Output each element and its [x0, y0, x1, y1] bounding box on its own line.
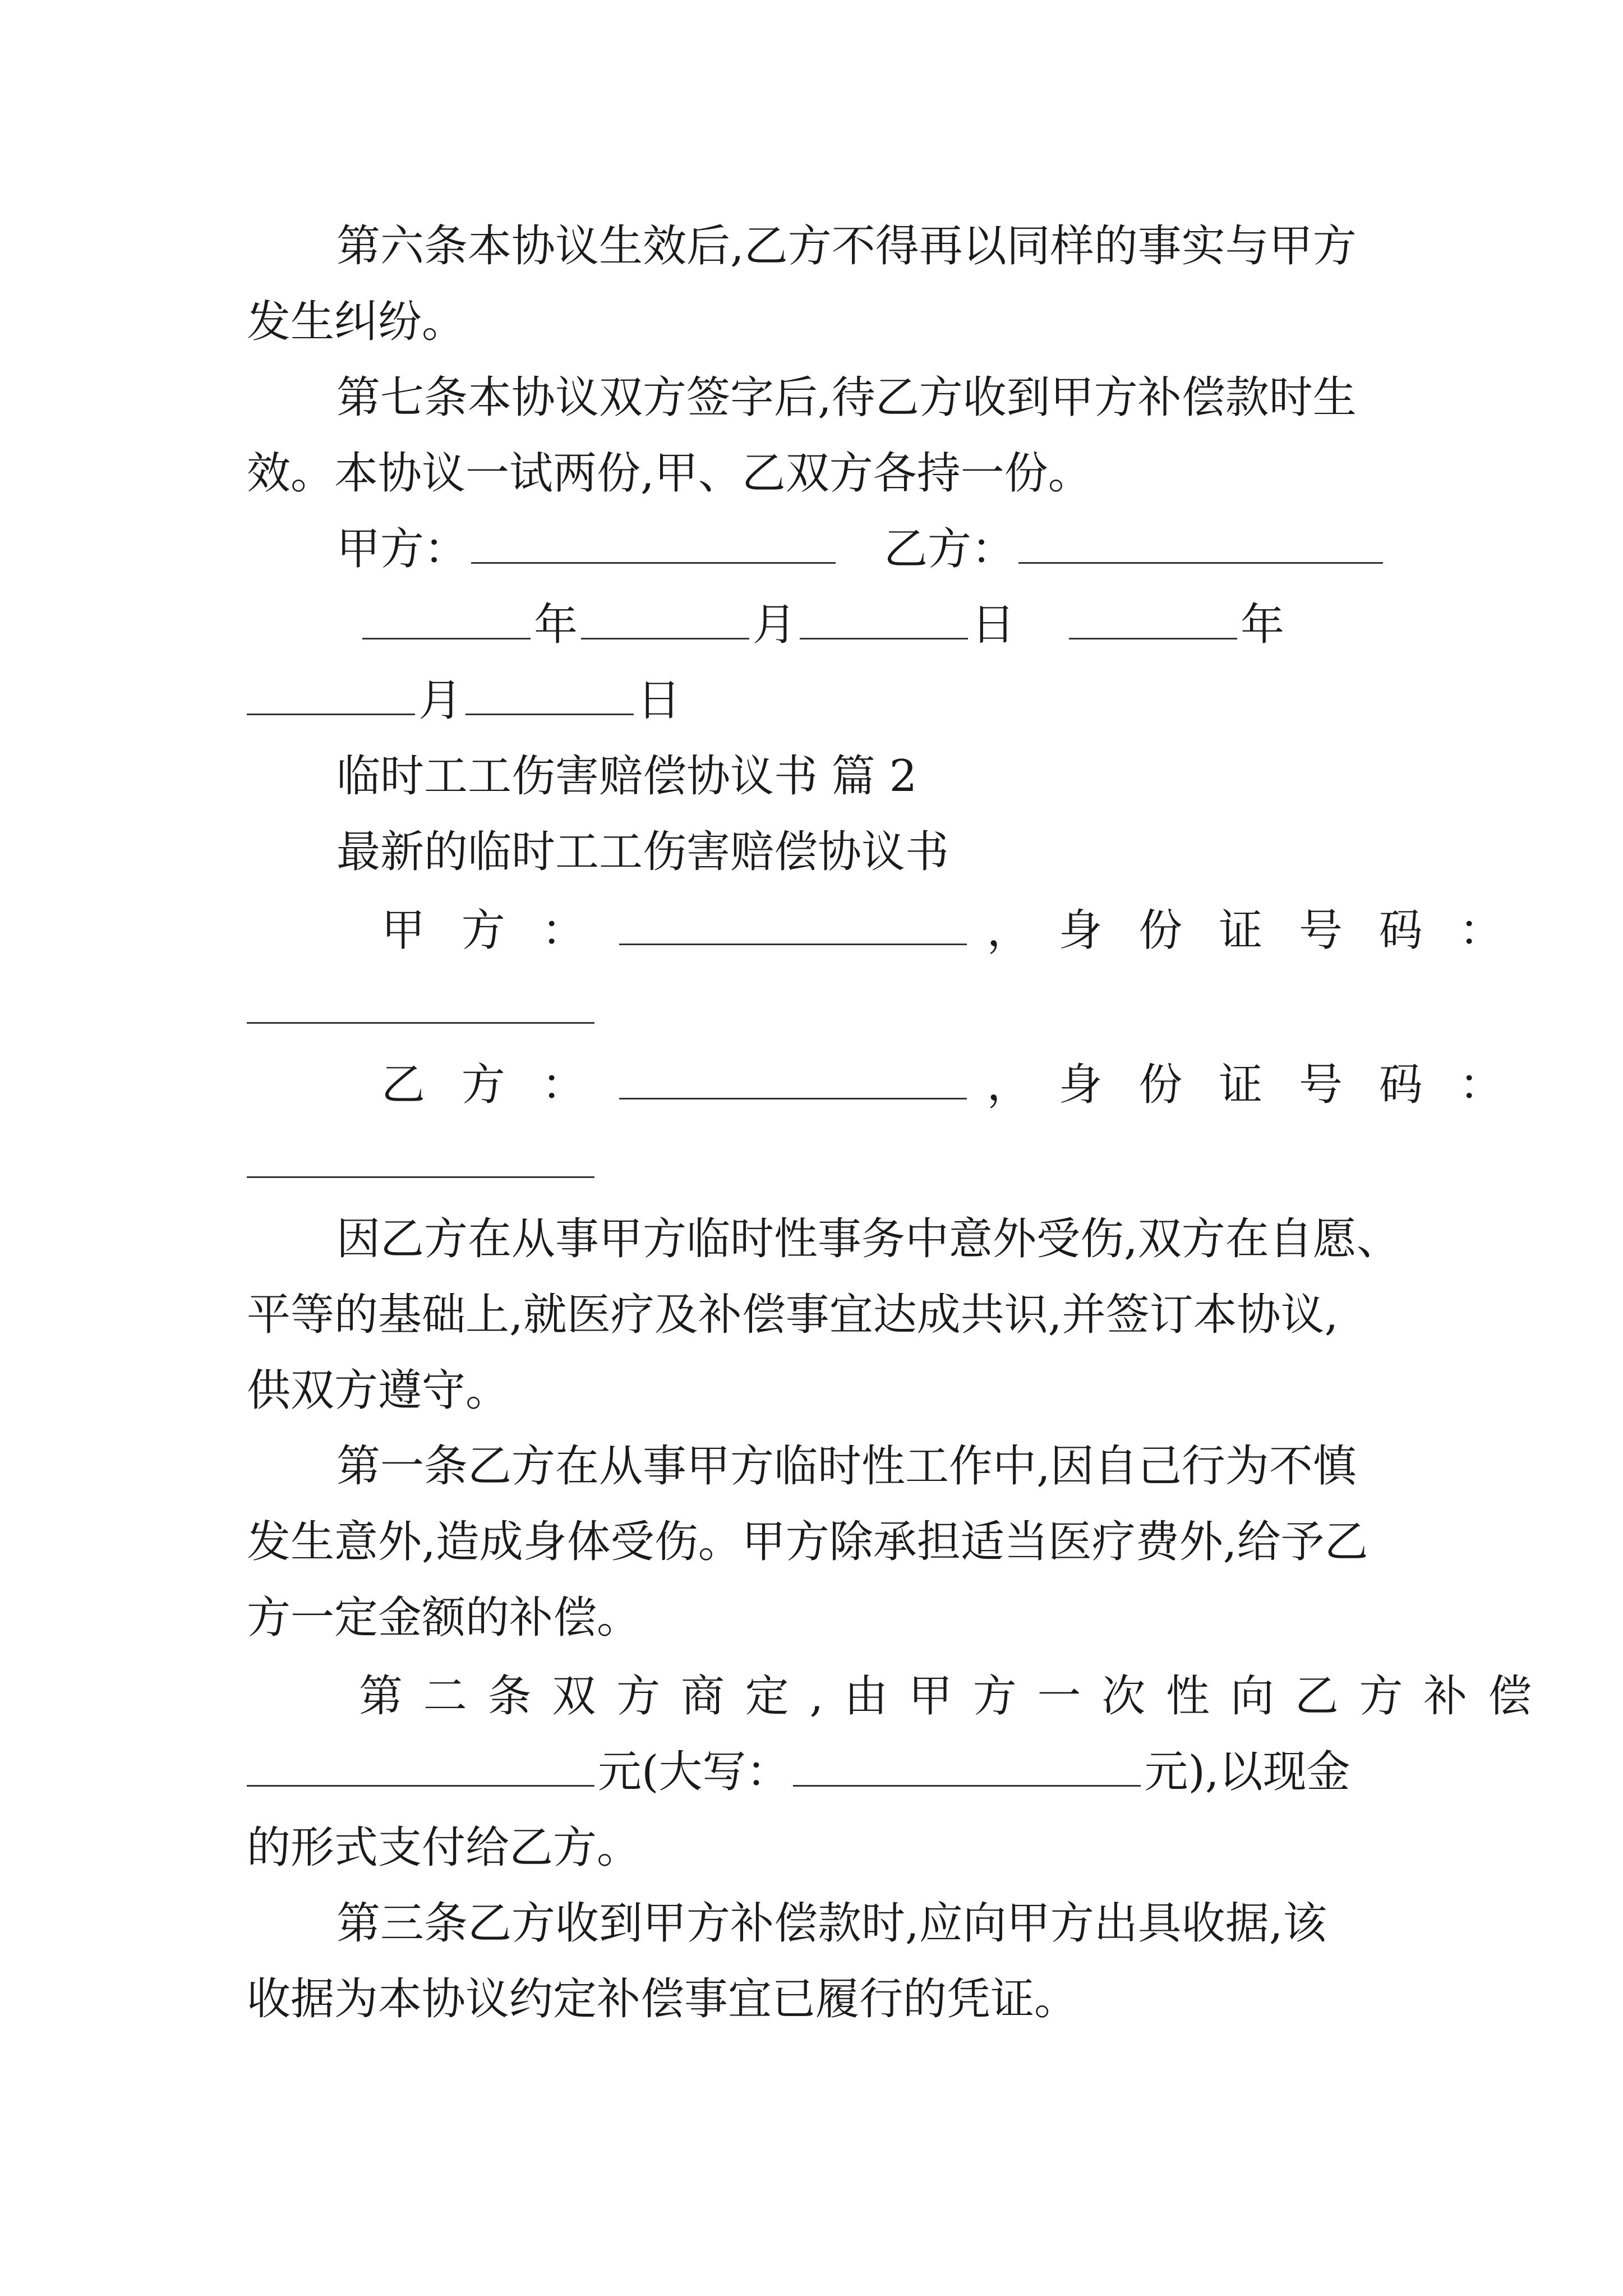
party-b-sign-label: 乙方：: [884, 524, 1016, 574]
year-label: 年: [534, 600, 578, 650]
article-1-line-3: 方一定金额的补偿。: [247, 1593, 641, 1643]
party-a-id-line: [247, 987, 598, 1031]
article-1-line-2: 发生意外,造成身体受伤。甲方除承担适当医疗费外,给予乙: [247, 1517, 1368, 1567]
party-b-comma: ，: [986, 1060, 1031, 1110]
section-subtitle: 最新的临时工工伤害赔偿协议书: [336, 827, 949, 877]
party-a-label: 甲 方 ：: [381, 905, 597, 956]
article-6-line-2: 发生纠纷。: [247, 297, 466, 347]
article-6-line-1: 第六条本协议生效后,乙方不得再以同样的事实与甲方: [336, 221, 1357, 272]
article-2-line-2: [247, 1747, 1350, 1797]
intro-line-2: 平等的基础上,就医疗及补偿事宜达成共识,并签订本协议,: [247, 1290, 1339, 1340]
section-heading: 临时工工伤害赔偿协议书 篇 2: [336, 751, 917, 802]
party-a-day-blank[interactable]: [800, 638, 968, 639]
party-b-id-line: [247, 1142, 598, 1185]
day-label: 日: [971, 600, 1016, 650]
article-1-line-1: 第一条乙方在从事甲方临时性工作中,因自己行为不慎: [336, 1441, 1357, 1492]
intro-line-3: 供双方遵守。: [247, 1365, 510, 1416]
date-line-1: [359, 600, 1285, 650]
amount-daxie-label: 元(大写：: [598, 1747, 790, 1797]
date-line-2: [247, 675, 681, 726]
party-b-year-blank[interactable]: [1069, 638, 1237, 639]
intro-line-1: 因乙方在从事甲方临时性事务中意外受伤,双方在自愿、: [336, 1214, 1400, 1264]
day-label-b: 日: [637, 675, 681, 726]
party-a-line: [381, 905, 1514, 956]
party-b-id-label: 身 份 证 号 码 ：: [1058, 1060, 1514, 1110]
party-b-id-blank[interactable]: [247, 1176, 594, 1178]
amount-figures-blank[interactable]: [247, 1785, 594, 1787]
article-2-line-1: 第 二 条 双 方 商 定 , 由 甲 方 一 次 性 向 乙 方 补 偿: [359, 1671, 1536, 1722]
party-b-label: 乙 方 ：: [381, 1060, 597, 1110]
party-a-sign-label: 甲方：: [336, 524, 468, 574]
amount-daxie-blank[interactable]: [793, 1785, 1141, 1787]
party-b-line: [381, 1060, 1514, 1110]
article-7-line-1: 第七条本协议双方签字后,待乙方收到甲方补偿款时生: [336, 372, 1357, 423]
party-a-id-label: 身 份 证 号 码 ：: [1058, 905, 1514, 956]
party-a-comma: ，: [986, 905, 1031, 956]
article-3-line-1: 第三条乙方收到甲方补偿款时,应向甲方出具收据,该: [336, 1898, 1327, 1949]
year-label-b: 年: [1241, 600, 1285, 650]
party-a-id-blank[interactable]: [247, 1022, 594, 1024]
party-a-sign-blank[interactable]: [471, 562, 836, 564]
article-7-line-2: 效。本协议一试两份,甲、乙双方各持一份。: [247, 448, 1092, 499]
party-b-month-blank[interactable]: [247, 714, 415, 715]
party-b-day-blank[interactable]: [465, 714, 634, 715]
amount-cash-label: 元),以现金: [1144, 1747, 1350, 1797]
article-3-line-2: 收据为本协议约定补偿事宜已履行的凭证。: [247, 1974, 1078, 2024]
party-a-year-blank[interactable]: [362, 638, 531, 639]
signature-line: [336, 524, 1386, 574]
party-a-name-blank[interactable]: [619, 944, 967, 945]
party-a-month-blank[interactable]: [581, 638, 749, 639]
month-label-b: 月: [418, 675, 463, 726]
month-label: 月: [753, 600, 797, 650]
article-2-line-3: 的形式支付给乙方。: [247, 1823, 641, 1873]
party-b-sign-blank[interactable]: [1018, 562, 1383, 564]
party-b-name-blank[interactable]: [619, 1098, 967, 1099]
